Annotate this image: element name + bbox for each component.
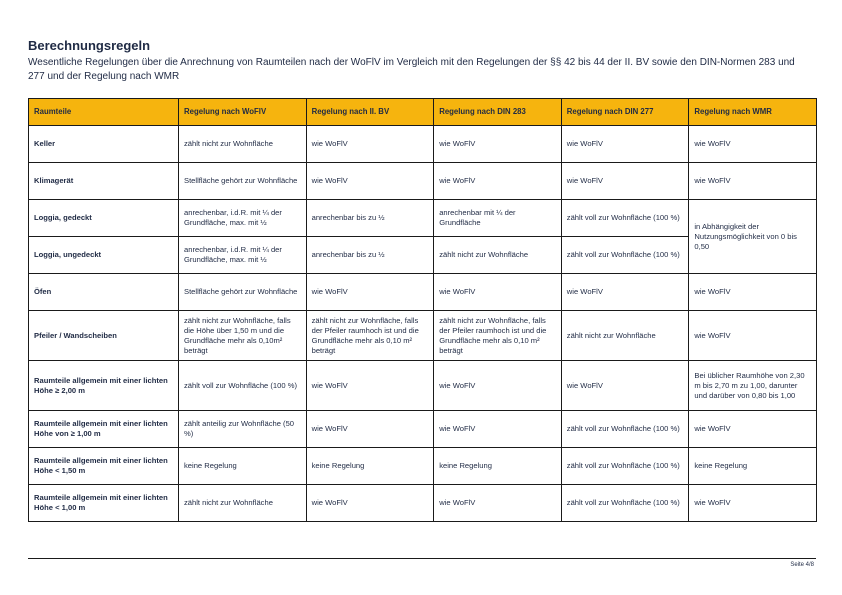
table-cell: wie WoFlV [561,163,689,200]
row-label: Raumteile allgemein mit einer lichten Höhe von ≥ 1,00 m [29,411,179,448]
table-cell: anrechenbar bis zu ½ [306,237,434,274]
header-raumteile: Raumteile [29,99,179,126]
table-cell: zählt nicht zur Wohnfläche, falls die Höhe über 1,50 m und die Grundfläche mehr als 0,10m² beträgt [179,311,307,361]
table-cell: zählt anteilig zur Wohnfläche (50 %) [179,411,307,448]
page-title: Berechnungsregeln [28,38,151,53]
table-cell: zählt nicht zur Wohnfläche, falls der Pfeiler raumhoch ist und die Grundfläche mehr als 0,10 m² beträgt [306,311,434,361]
row-label: Raumteile allgemein mit einer lichten Höhe < 1,50 m [29,448,179,485]
table-cell: wie WoFlV [689,163,817,200]
header-wofiv: Regelung nach WoFlV [179,99,307,126]
table-cell: wie WoFlV [689,485,817,522]
table-row [29,411,817,448]
table-cell: wie WoFlV [561,361,689,411]
table-cell: anrechenbar, i.d.R. mit ¼ der Grundfläche, max. mit ½ [179,237,307,274]
row-label: Loggia, ungedeckt [29,237,179,274]
row-label: Keller [29,126,179,163]
table-row [29,126,817,163]
row-label: Pfeiler / Wandscheiben [29,311,179,361]
rules-table [28,98,817,522]
table-cell: zählt voll zur Wohnfläche (100 %) [561,448,689,485]
table-cell: zählt voll zur Wohnfläche (100 %) [179,361,307,411]
table-cell: keine Regelung [434,448,562,485]
table-cell: anrechenbar bis zu ½ [306,200,434,237]
table-row [29,311,817,361]
table-cell: wie WoFlV [306,361,434,411]
table-cell: zählt voll zur Wohnfläche (100 %) [561,200,689,237]
table-cell: wie WoFlV [306,126,434,163]
table-cell: zählt nicht zur Wohnfläche [434,237,562,274]
header-din277: Regelung nach DIN 277 [561,99,689,126]
header-2bv: Regelung nach II. BV [306,99,434,126]
table-cell: zählt voll zur Wohnfläche (100 %) [561,237,689,274]
table-cell: zählt nicht zur Wohnfläche, falls der Pfeiler raumhoch ist und die Grundfläche mehr als 0,10 m² beträgt [434,311,562,361]
row-label: Raumteile allgemein mit einer lichten Höhe ≥ 2,00 m [29,361,179,411]
table-cell: wie WoFlV [434,274,562,311]
table-cell: wie WoFlV [434,126,562,163]
row-label: Klimagerät [29,163,179,200]
table-row [29,361,817,411]
header-wmr: Regelung nach WMR [689,99,817,126]
table-cell: wie WoFlV [561,274,689,311]
header-din283: Regelung nach DIN 283 [434,99,562,126]
table-cell: wie WoFlV [689,411,817,448]
table-row [29,163,817,200]
table-cell: Bei üblicher Raumhöhe von 2,30 m bis 2,70 m zu 1,00, darunter und darüber von 0,80 bis 1,00 [689,361,817,411]
table-cell: keine Regelung [306,448,434,485]
loggia-wmr-cell: in Abhängigkeit der Nutzungsmöglichkeit von 0 bis 0,50 [689,200,817,274]
table-cell: anrechenbar, i.d.R. mit ¼ der Grundfläche, max. mit ½ [179,200,307,237]
table-cell: zählt nicht zur Wohnfläche [561,311,689,361]
table-cell: wie WoFlV [561,126,689,163]
table-cell: zählt nicht zur Wohnfläche [179,126,307,163]
table-cell: Stellfläche gehört zur Wohnfläche [179,163,307,200]
table-cell: wie WoFlV [306,411,434,448]
table-row [29,485,817,522]
table-cell: wie WoFlV [434,485,562,522]
table-cell: wie WoFlV [306,485,434,522]
footer-divider [28,558,816,559]
table-cell: anrechenbar mit ¼ der Grundfläche [434,200,562,237]
table-cell: wie WoFlV [434,361,562,411]
table-row [29,448,817,485]
table-cell: wie WoFlV [306,274,434,311]
row-label: Raumteile allgemein mit einer lichten Höhe < 1,00 m [29,485,179,522]
table-cell: wie WoFlV [689,311,817,361]
page-subtitle: Wesentliche Regelungen über die Anrechnung von Raumteilen nach der WoFlV im Vergleich mit den Regelungen der §§ 42 bis 44 der II. BV sowie den DIN-Normen 283 und 277 und der Regelung nach WMR [28,57,795,82]
table-cell: Stellfläche gehört zur Wohnfläche [179,274,307,311]
table-cell: wie WoFlV [689,126,817,163]
table-cell: zählt voll zur Wohnfläche (100 %) [561,411,689,448]
table-cell: wie WoFlV [689,274,817,311]
table-cell: keine Regelung [179,448,307,485]
table-cell: wie WoFlV [434,411,562,448]
row-label: Loggia, gedeckt [29,200,179,237]
table-cell: keine Regelung [689,448,817,485]
row-label: Öfen [29,274,179,311]
table-row [29,274,817,311]
table-cell: zählt voll zur Wohnfläche (100 %) [561,485,689,522]
table-row [29,200,817,237]
table-cell: zählt nicht zur Wohnfläche [179,485,307,522]
table-cell: wie WoFlV [306,163,434,200]
table-cell: wie WoFlV [434,163,562,200]
page-number: Seite 4/8 [790,562,814,568]
table-header-row [29,99,817,126]
